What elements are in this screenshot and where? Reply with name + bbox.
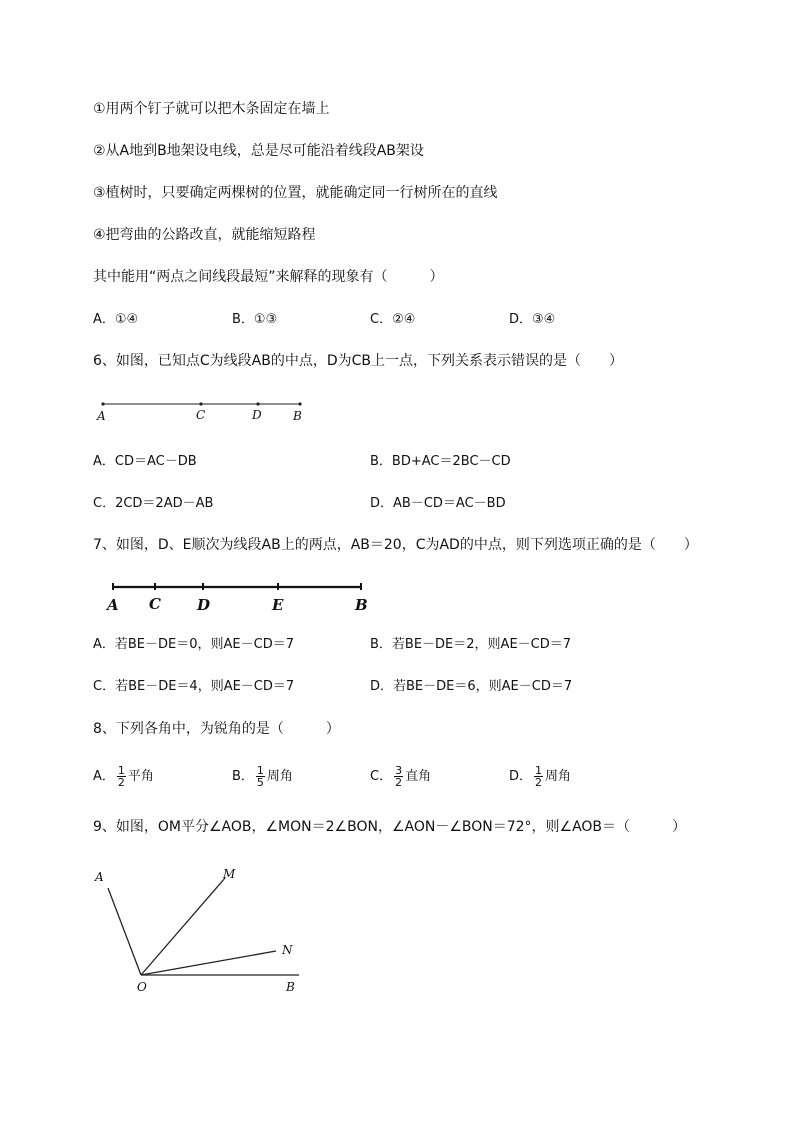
q8-option-b-numerator: 1	[256, 764, 264, 777]
q8-stem: 8、下列各角中，为锐角的是（ ）	[93, 721, 340, 737]
q8-option-c-numerator: 3	[395, 764, 403, 777]
q7-option-d: D．若BE－DE＝6，则AE－CD＝7	[370, 679, 573, 694]
q8-option-d-numerator: 1	[535, 764, 543, 777]
q6-option-d: D．AB－CD＝AC－BD	[370, 496, 506, 511]
q7-label-a: A	[107, 596, 119, 614]
q9-ray-oa	[108, 888, 141, 975]
q8-option-c-denominator: 2	[395, 776, 403, 789]
q9-label-b: B	[286, 980, 295, 994]
q5-prompt: 其中能用“两点之间线段最短”来解释的现象有（ ）	[93, 269, 444, 285]
q6-option-a: A．CD＝AC－DB	[93, 454, 197, 469]
q8-option-a-numerator: 1	[117, 764, 125, 777]
q9-stem: 9、如图，OM平分∠AOB，∠MON＝2∠BON，∠AON－∠BON＝72°，则∠AOB＝（ ）	[93, 819, 687, 835]
q5-option-c: C．②④	[370, 312, 416, 327]
q6-label-c: C	[196, 408, 206, 422]
q8-option-d-suffix: 周角	[545, 769, 572, 784]
q6-option-c: C．2CD＝2AD－AB	[93, 496, 214, 511]
statement-3: ③植树时，只要确定两棵树的位置，就能确定同一行树所在的直线	[93, 185, 498, 201]
q9-label-o: O	[137, 980, 147, 994]
q5-option-a: A．①④	[93, 312, 139, 327]
q6-label-d: D	[252, 408, 262, 422]
q9-ray-om	[141, 878, 225, 975]
q9-label-n: N	[282, 943, 293, 957]
q8-option-b-prefix: B．	[232, 769, 254, 784]
q8-option-d-denominator: 2	[535, 776, 543, 789]
statement-4: ④把弯曲的公路改直，就能缩短路程	[93, 227, 316, 243]
q8-option-a-suffix: 平角	[127, 769, 154, 784]
q9-label-m: M	[223, 867, 236, 881]
statement-1: ①用两个钉子就可以把木条固定在墙上	[93, 101, 330, 117]
q6-label-b: B	[293, 409, 302, 423]
q7-option-c: C．若BE－DE＝4，则AE－CD＝7	[93, 679, 295, 694]
q7-stem: 7、如图，D、E顺次为线段AB上的两点，AB＝20，C为AD的中点，则下列选项正确的是（ ）	[93, 537, 698, 553]
q9-ray-on	[141, 951, 276, 975]
q7-label-b: B	[355, 596, 368, 614]
q8-option-b-denominator: 5	[256, 776, 264, 789]
q8-option-a-denominator: 2	[117, 776, 125, 789]
q6-stem: 6、如图，已知点C为线段AB的中点，D为CB上一点，下列关系表示错误的是（ ）	[93, 353, 624, 369]
statement-2: ②从A地到B地架设电线，总是尽可能沿着线段AB架设	[93, 143, 424, 159]
q7-label-c: C	[149, 595, 161, 613]
q6-option-b: B．BD+AC＝2BC－CD	[370, 454, 511, 469]
q8-option-d-prefix: D．	[509, 769, 533, 784]
q8-option-a-prefix: A．	[93, 769, 115, 784]
q8-option-c-prefix: C．	[370, 769, 393, 784]
q8-option-c-suffix: 直角	[405, 769, 432, 784]
q7-label-d: D	[197, 596, 211, 614]
q8-option-b-suffix: 周角	[266, 769, 293, 784]
q7-label-e: E	[272, 596, 284, 614]
q9-label-a: A	[95, 870, 104, 884]
q6-label-a: A	[97, 409, 106, 423]
q5-option-b: B．①③	[232, 312, 278, 327]
q7-option-a: A．若BE－DE＝0，则AE－CD＝7	[93, 637, 294, 652]
q5-option-d: D．③④	[509, 312, 556, 327]
q7-option-b: B．若BE－DE＝2，则AE－CD＝7	[370, 637, 572, 652]
